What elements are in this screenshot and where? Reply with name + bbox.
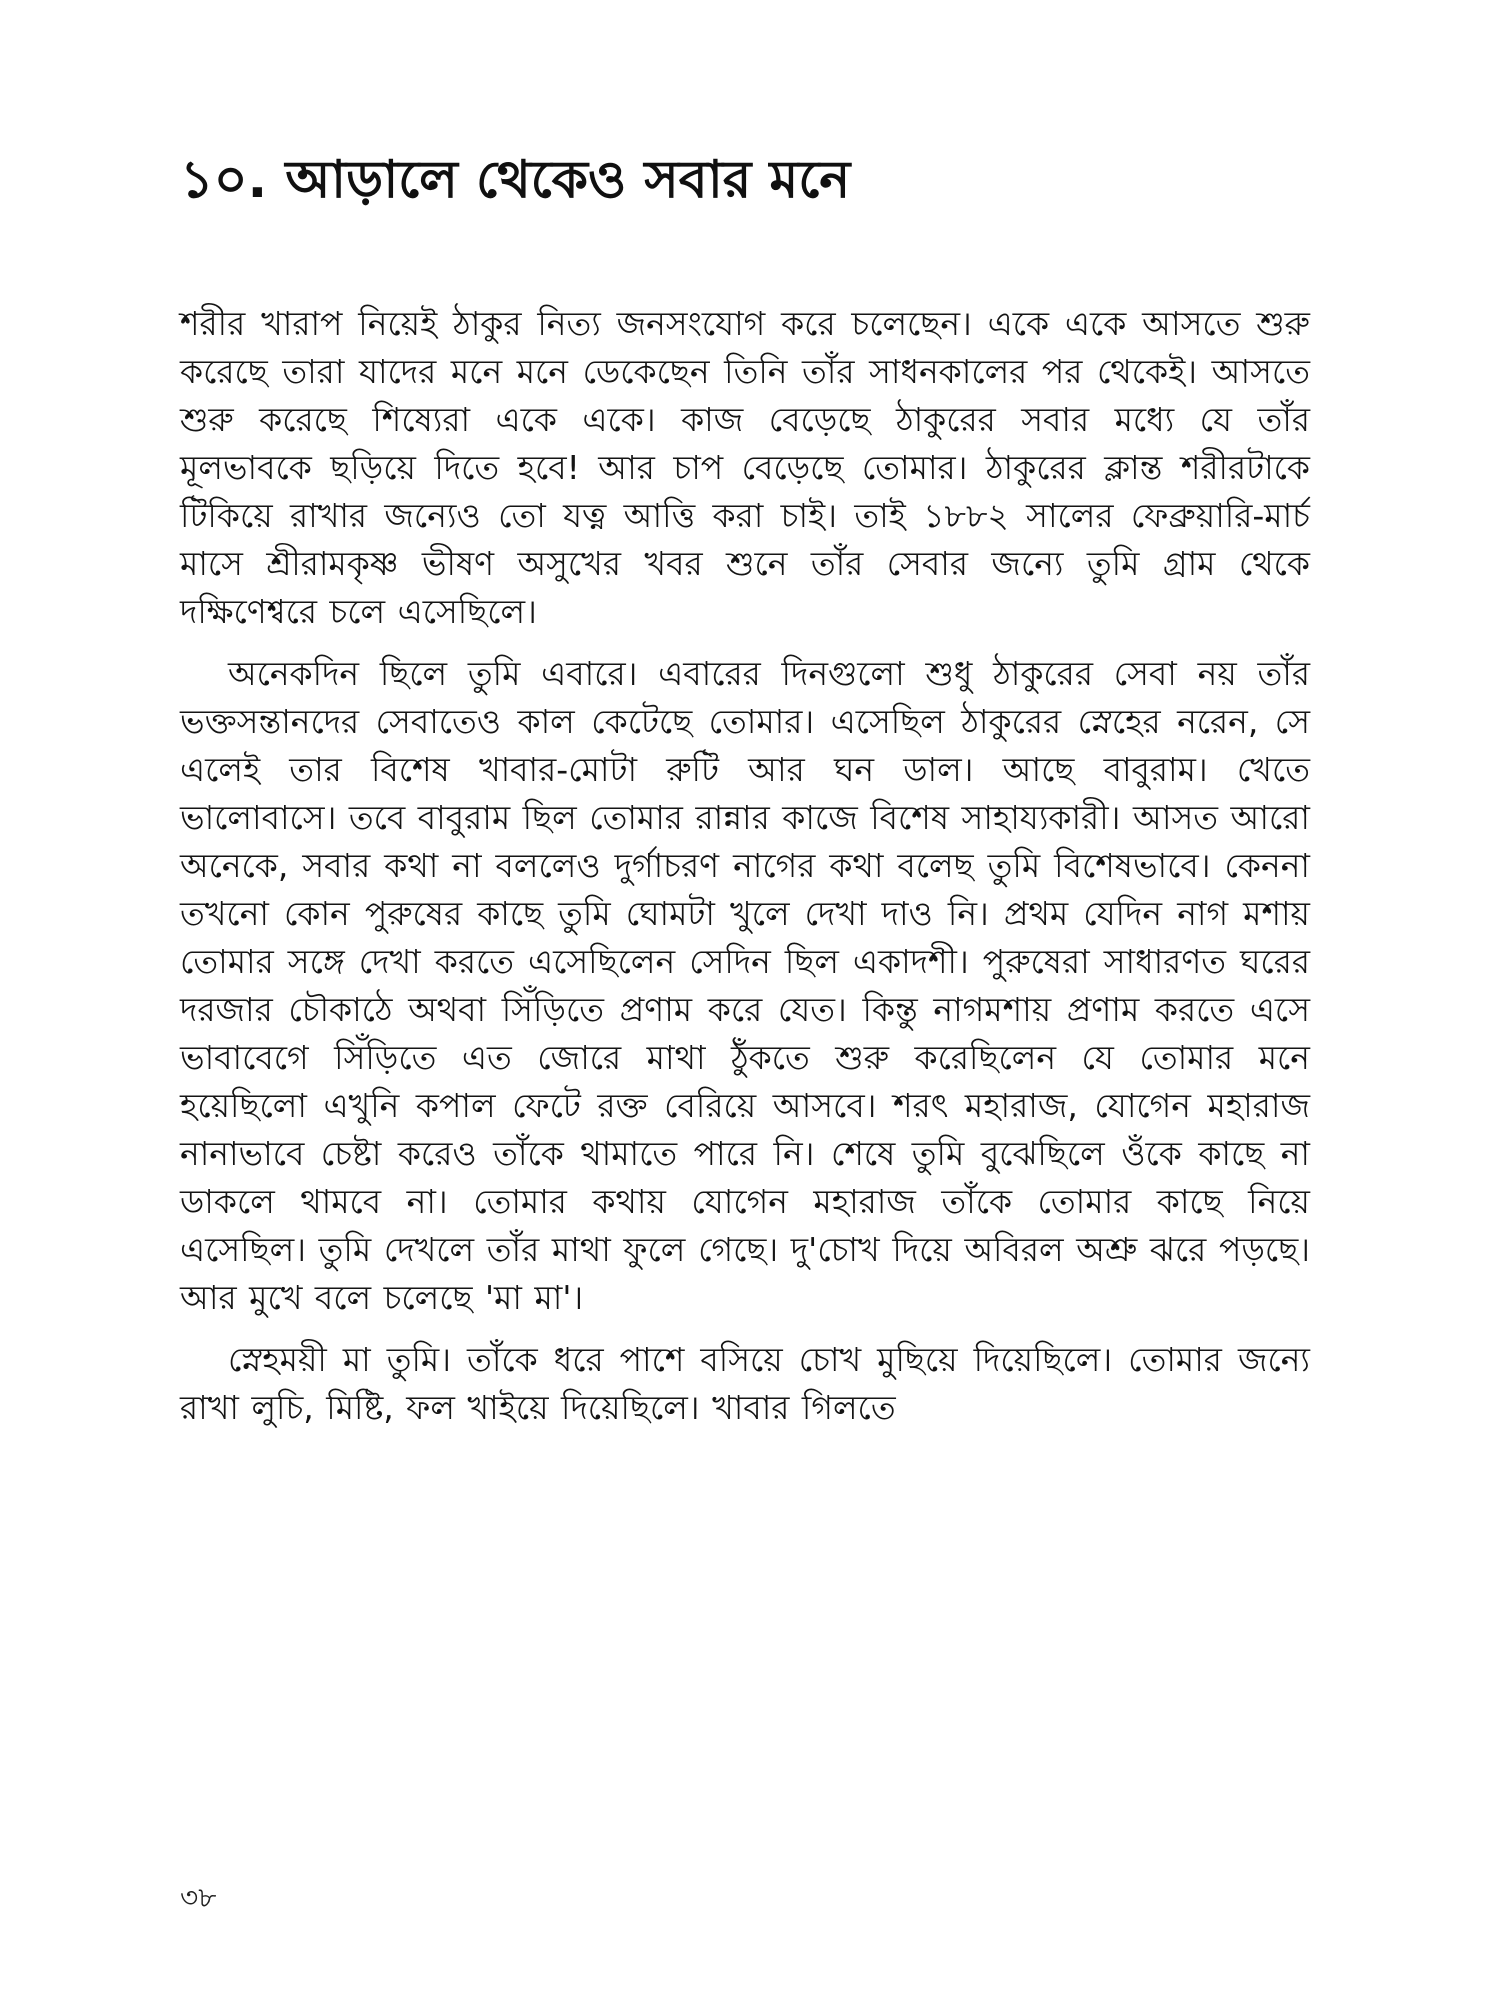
chapter-body [180,300,1310,1446]
page-number: ৩৮ [180,1881,217,1914]
paragraph-3: স্নেহময়ী মা তুমি। তাঁকে ধরে পাশে বসিয়ে চোখ মুছিয়ে দিয়েছিলে। তোমার জন্যে রাখা লুচি, মিষ্টি, ফল খাইয়ে দিয়েছিলে। খাবার গিলতে [180,1340,1310,1427]
paragraph-1: শরীর খারাপ নিয়েই ঠাকুর নিত্য জনসংযোগ করে চলেছেন। একে একে আসতে শুরু করেছে তারা যাদের মনে মনে ডেকেছেন তিনি তাঁর সাধনকালের পর থেকেই। আসতে শুরু করেছে শিষ্যেরা একে একে। কাজ বেড়েছে ঠাকুরের সবার মধ্যে যে তাঁর মূলভাবকে ছড়িয়ে দিতে হবে! আর চাপ বেড়েছে তোমার। ঠাকুরের ক্লান্ত শরীরটাকে টিকিয়ে রাখার জন্যেও তো যত্ন আত্তি করা চাই। তাই ১৮৮২ সালের ফেব্রুয়ারি-মার্চ মাসে শ্রীরামকৃষ্ণ ভীষণ অসুখের খবর শুনে তাঁর সেবার জন্যে তুমি গ্রাম থেকে দক্ষিণেশ্বরে চলে এসেছিলে। [180,304,1310,631]
paragraph-2: অনেকদিন ছিলে তুমি এবারে। এবারের দিনগুলো শুধু ঠাকুরের সেবা নয় তাঁর ভক্তসন্তানদের সেবাতেও কাল কেটেছে তোমার। এসেছিল ঠাকুরের স্নেহের নরেন, সে এলেই তার বিশেষ খাবার-মোটা রুটি আর ঘন ডাল। আছে বাবুরাম। খেতে ভালোবাসে। তবে বাবুরাম ছিল তোমার রান্নার কাজে বিশেষ সাহায্যকারী। আসত আরো অনেকে, সবার কথা না বললেও দুর্গাচরণ নাগের কথা বলেছ তুমি বিশেষভাবে। কেননা তখনো কোন পুরুষের কাছে তুমি ঘোমটা খুলে দেখা দাও নি। প্রথম যেদিন নাগ মশায় তোমার সঙ্গে দেখা করতে এসেছিলেন সেদিন ছিল একাদশী। পুরুষেরা সাধারণত ঘরের দরজার চৌকাঠে অথবা সিঁড়িতে প্রণাম করে যেত। কিন্তু নাগমশায় প্রণাম করতে এসে ভাবাবেগে সিঁড়িতে এত জোরে মাথা ঠুঁকতে শুরু করেছিলেন যে তোমার মনে হয়েছিলো এখুনি কপাল ফেটে রক্ত বেরিয়ে আসবে। শরৎ মহারাজ, যোগেন মহারাজ নানাভাবে চেষ্টা করেও তাঁকে থামাতে পারে নি। শেষে তুমি বুঝেছিলে ওঁকে কাছে না ডাকলে থামবে না। তোমার কথায় যোগেন মহারাজ তাঁকে তোমার কাছে নিয়ে এসেছিল। তুমি দেখলে তাঁর মাথা ফুলে গেছে। দু'চোখ দিয়ে অবিরল অশ্রু ঝরে পড়ছে। আর মুখে বলে চলেছে 'মা মা'। [180,654,1310,1317]
chapter-title: ১০. আড়ালে থেকেও সবার মনে [180,150,851,210]
